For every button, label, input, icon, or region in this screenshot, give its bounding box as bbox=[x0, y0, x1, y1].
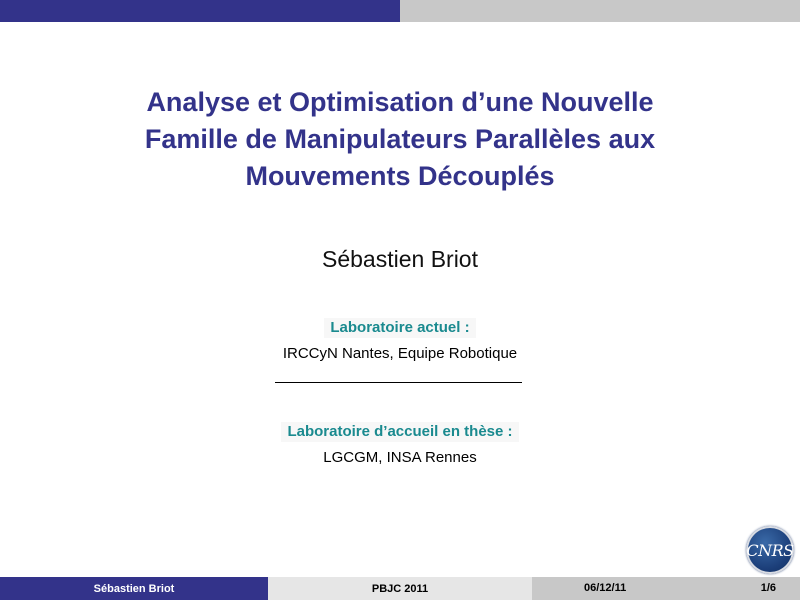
progress-bar bbox=[0, 0, 800, 22]
title-line-2: Famille de Manipulateurs Parallèles aux bbox=[144, 124, 656, 154]
footer-right bbox=[532, 577, 800, 600]
footer bbox=[0, 577, 800, 600]
logo-text: CNRS bbox=[746, 540, 794, 560]
title-line-3: Mouvements Découplés bbox=[245, 161, 555, 191]
progress-bar-filled bbox=[0, 0, 400, 22]
thesis-lab-value: LGCGM, INSA Rennes bbox=[323, 449, 477, 466]
author-name: Sébastien Briot bbox=[322, 246, 478, 272]
footer-event: PBJC 2011 bbox=[268, 577, 532, 600]
current-lab-heading: Laboratoire actuel : bbox=[324, 318, 475, 338]
current-lab-value: IRCCyN Nantes, Equipe Robotique bbox=[282, 345, 518, 362]
footer-page-number: 1/6 bbox=[760, 582, 776, 594]
footer-author: Sébastien Briot bbox=[0, 577, 268, 600]
progress-bar-remaining bbox=[400, 0, 800, 22]
divider bbox=[275, 382, 522, 383]
slide-title bbox=[60, 84, 740, 195]
current-lab-block bbox=[0, 318, 800, 364]
cnrs-logo-icon bbox=[746, 526, 794, 574]
title-line-1: Analyse et Optimisation d’une Nouvelle bbox=[146, 87, 654, 117]
footer-date: 06/12/11 bbox=[584, 582, 627, 594]
thesis-lab-block bbox=[0, 422, 800, 468]
thesis-lab-heading: Laboratoire d’accueil en thèse : bbox=[281, 422, 518, 442]
